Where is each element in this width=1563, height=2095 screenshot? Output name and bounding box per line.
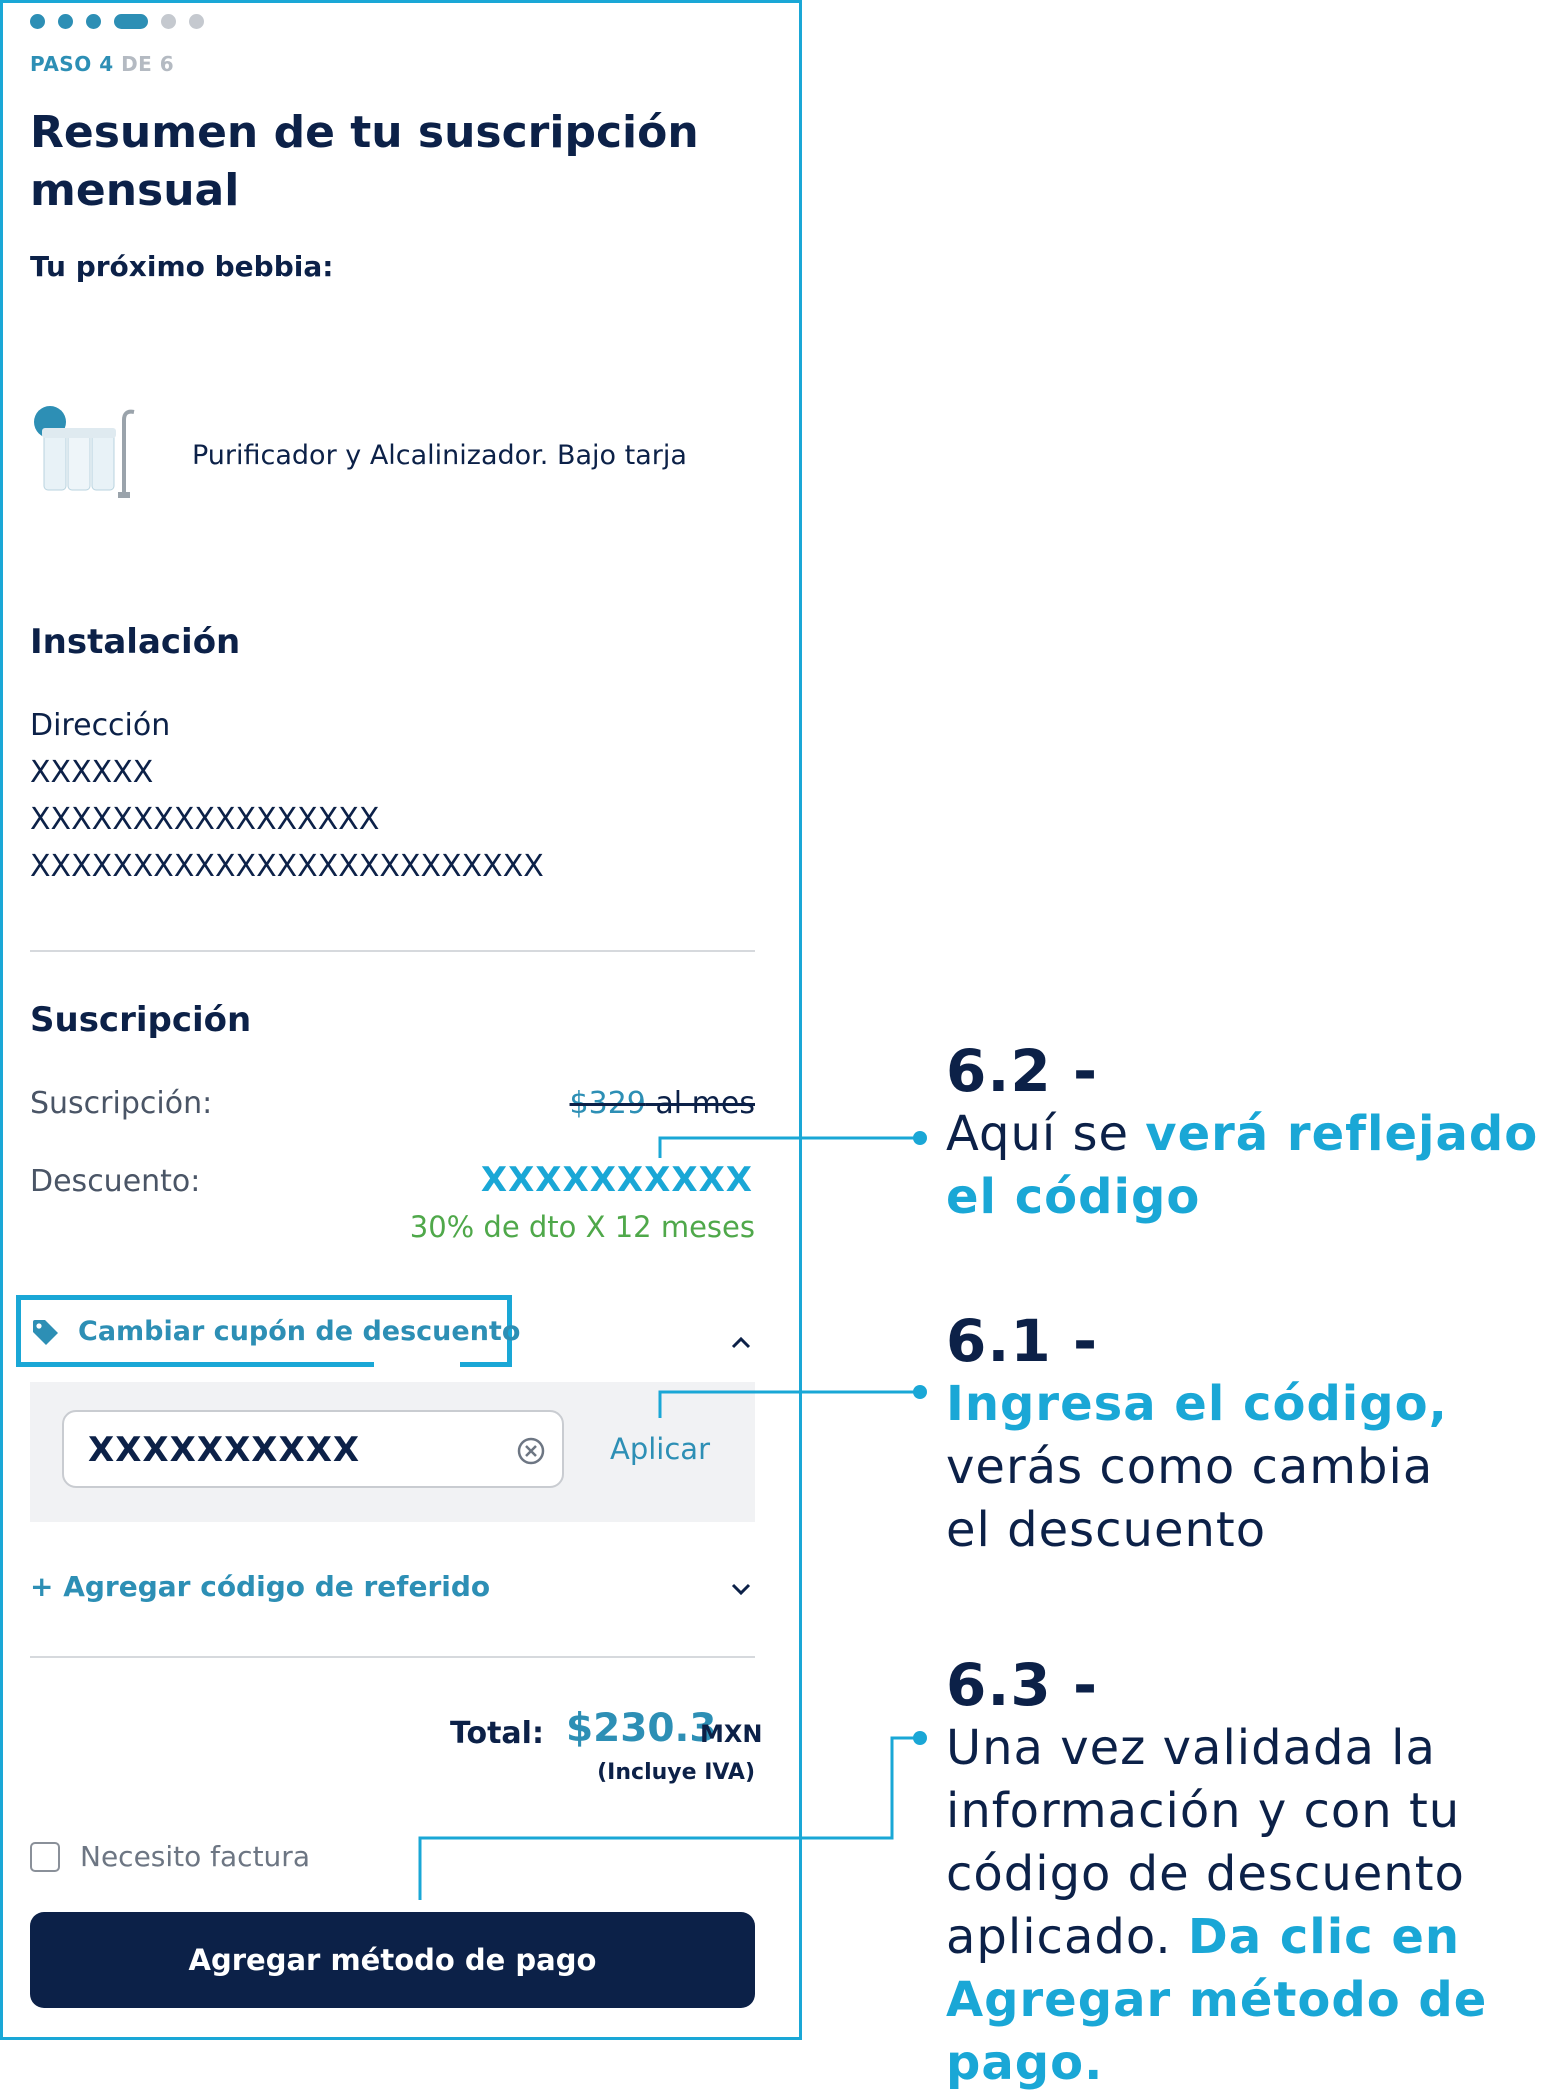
subscription-price-amount: $329 [569,1086,646,1121]
annotation-6-2 [946,1037,1546,1229]
subscription-price-period: al mes [645,1086,755,1121]
water-purifier-product-image [32,388,146,508]
address-label: Dirección [30,708,171,743]
chevron-down-icon[interactable] [730,1578,752,1600]
connector-dot-6-3 [913,1731,927,1745]
chevron-up-icon[interactable] [730,1332,752,1354]
coupon-input-field[interactable] [62,1410,564,1488]
invoice-checkbox[interactable] [30,1842,60,1872]
coupon-input-value[interactable]: XXXXXXXXXX [88,1430,361,1470]
coupon-highlight-connector-gap [374,1362,460,1368]
subscription-price [570,1086,755,1121]
discount-note: 30% de dto X 12 meses [409,1210,755,1244]
annotation-6-1 [946,1307,1466,1562]
step-indicator: PASO 4 DE 6 [30,52,175,76]
subscription-label: Suscripción: [30,1086,213,1121]
address-line-3: XXXXXXXXXXXXXXXXXXXXXXXXX [30,849,544,884]
discount-code-value: XXXXXXXXXX [480,1160,753,1200]
tax-note: (Incluye IVA) [597,1760,755,1785]
annotation-6-1-text: verás como cambia el descuento [946,1439,1434,1558]
invoice-label: Necesito factura [80,1840,310,1873]
next-product-label: Tu próximo bebbia: [30,250,334,283]
total-amount: $230.3 [566,1706,717,1751]
connector-dot-6-2 [913,1131,927,1145]
divider [30,950,755,952]
annotation-6-2-text: Aquí se verá reflejado el código [946,1106,1539,1225]
installation-heading: Instalación [30,622,241,662]
annotation-6-1-number: 6.1 - [946,1307,1099,1375]
step-dot-5 [161,14,176,29]
annotation-6-3 [946,1651,1558,2095]
step-dot-6 [189,14,204,29]
apply-coupon-button[interactable]: Aplicar [610,1432,710,1466]
annotation-6-3-number: 6.3 - [946,1651,1099,1719]
change-coupon-label: Cambiar cupón de descuento [78,1316,521,1347]
page-title: Resumen de tu suscripción mensual [30,107,699,216]
total-currency: MXN [700,1720,763,1748]
step-dot-2 [58,14,73,29]
total-label: Total: [450,1716,544,1751]
connector-dot-6-1 [913,1385,927,1399]
tag-icon [30,1317,60,1347]
address-line-1: XXXXXX [30,755,154,790]
subscription-heading: Suscripción [30,1000,252,1040]
coupon-input-panel [30,1382,755,1522]
annotation-6-3-text: Una vez validada la información y con tu código de descuento aplicado. Da clic en Agregar método de pago. [946,1720,1488,2091]
step-dot-3 [86,14,101,29]
add-payment-method-label: Agregar método de pago [188,1943,597,1977]
address-block [30,702,544,890]
invoice-option[interactable] [30,1840,310,1873]
divider [30,1656,755,1658]
discount-label: Descuento: [30,1164,201,1199]
annotation-6-1-highlight: Ingresa el código, [946,1376,1448,1432]
step-dot-4-current [114,14,148,29]
annotation-6-2-number: 6.2 - [946,1037,1099,1105]
product-name: Purificador y Alcalinizador. Bajo tarja [192,440,687,471]
add-payment-method-button[interactable] [30,1912,755,2008]
change-coupon-link[interactable] [30,1316,520,1347]
add-referral-code-link[interactable]: + Agregar código de referido [30,1570,491,1603]
clear-input-icon[interactable] [516,1436,546,1466]
step-progress-dots [30,14,204,29]
step-dot-1 [30,14,45,29]
address-line-2: XXXXXXXXXXXXXXXXX [30,802,380,837]
